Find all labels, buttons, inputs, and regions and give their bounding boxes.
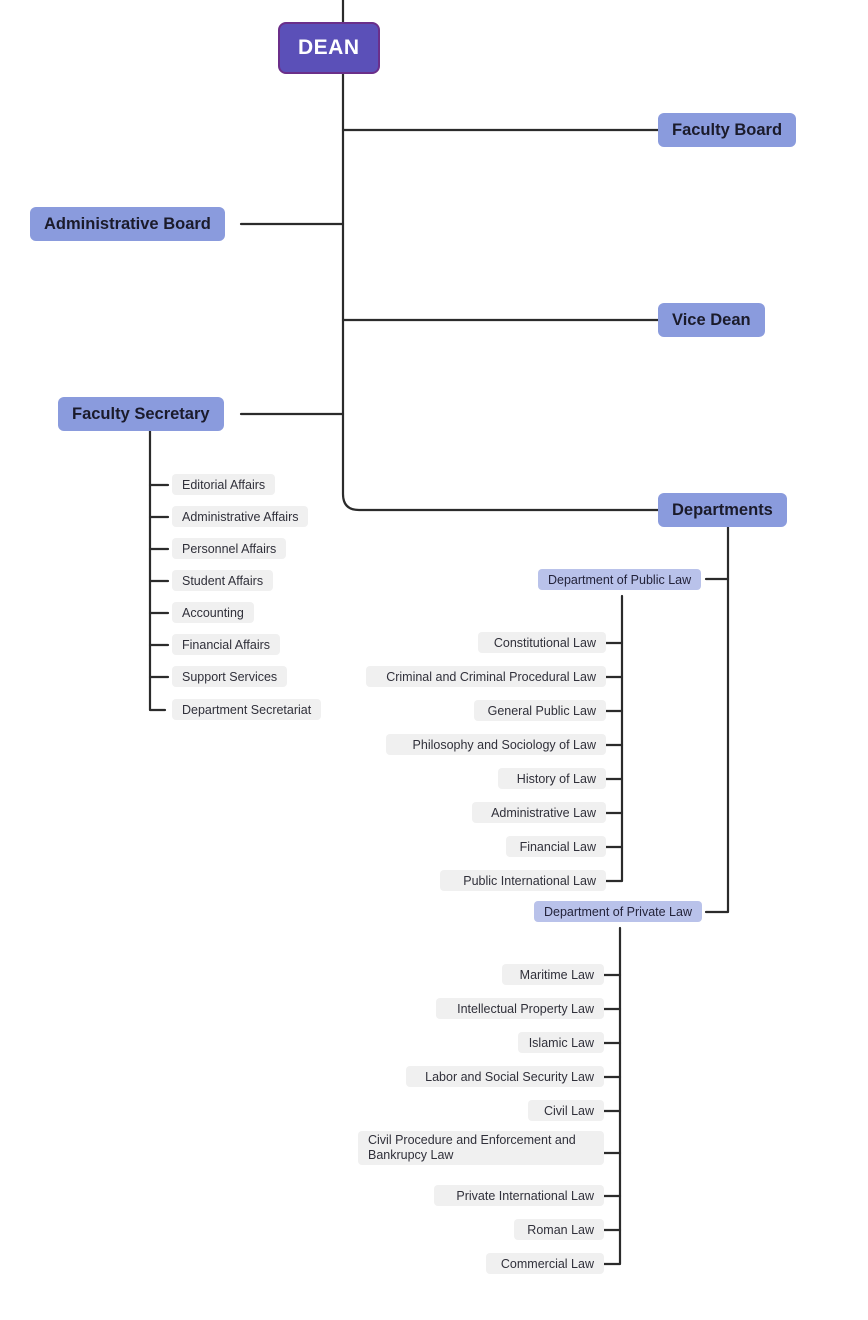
- node-financial-affairs[interactable]: Financial Affairs: [172, 634, 280, 655]
- node-private-international-law[interactable]: Private International Law: [434, 1185, 604, 1206]
- node-faculty-board[interactable]: Faculty Board: [658, 113, 796, 147]
- node-department-of-public-law[interactable]: Department of Public Law: [538, 569, 701, 590]
- node-department-secretariat[interactable]: Department Secretariat: [172, 699, 321, 720]
- node-history-of-law[interactable]: History of Law: [498, 768, 606, 789]
- node-personnel-affairs[interactable]: Personnel Affairs: [172, 538, 286, 559]
- node-maritime-law[interactable]: Maritime Law: [502, 964, 604, 985]
- node-administrative-law[interactable]: Administrative Law: [472, 802, 606, 823]
- node-philosophy-and-sociology-of-law[interactable]: Philosophy and Sociology of Law: [386, 734, 606, 755]
- node-commercial-law[interactable]: Commercial Law: [486, 1253, 604, 1274]
- node-support-services[interactable]: Support Services: [172, 666, 287, 687]
- node-public-international-law[interactable]: Public International Law: [440, 870, 606, 891]
- node-financial-law[interactable]: Financial Law: [506, 836, 606, 857]
- node-constitutional-law[interactable]: Constitutional Law: [478, 632, 606, 653]
- node-accounting[interactable]: Accounting: [172, 602, 254, 623]
- node-roman-law[interactable]: Roman Law: [514, 1219, 604, 1240]
- node-department-of-private-law[interactable]: Department of Private Law: [534, 901, 702, 922]
- node-general-public-law[interactable]: General Public Law: [474, 700, 606, 721]
- node-faculty-secretary[interactable]: Faculty Secretary: [58, 397, 224, 431]
- node-intellectual-property-law[interactable]: Intellectual Property Law: [436, 998, 604, 1019]
- node-labor-and-social-security-law[interactable]: Labor and Social Security Law: [406, 1066, 604, 1087]
- node-student-affairs[interactable]: Student Affairs: [172, 570, 273, 591]
- node-dean[interactable]: DEAN: [278, 22, 380, 74]
- node-departments[interactable]: Departments: [658, 493, 787, 527]
- node-editorial-affairs[interactable]: Editorial Affairs: [172, 474, 275, 495]
- node-civil-law[interactable]: Civil Law: [528, 1100, 604, 1121]
- node-islamic-law[interactable]: Islamic Law: [518, 1032, 604, 1053]
- node-civil-procedure-and-enforcement-and-bankrupcy-law[interactable]: Civil Procedure and Enforcement and Bankrupcy Law: [358, 1131, 604, 1165]
- node-vice-dean[interactable]: Vice Dean: [658, 303, 765, 337]
- node-administrative-affairs[interactable]: Administrative Affairs: [172, 506, 308, 527]
- node-administrative-board[interactable]: Administrative Board: [30, 207, 225, 241]
- node-criminal-and-criminal-procedural-law[interactable]: Criminal and Criminal Procedural Law: [366, 666, 606, 687]
